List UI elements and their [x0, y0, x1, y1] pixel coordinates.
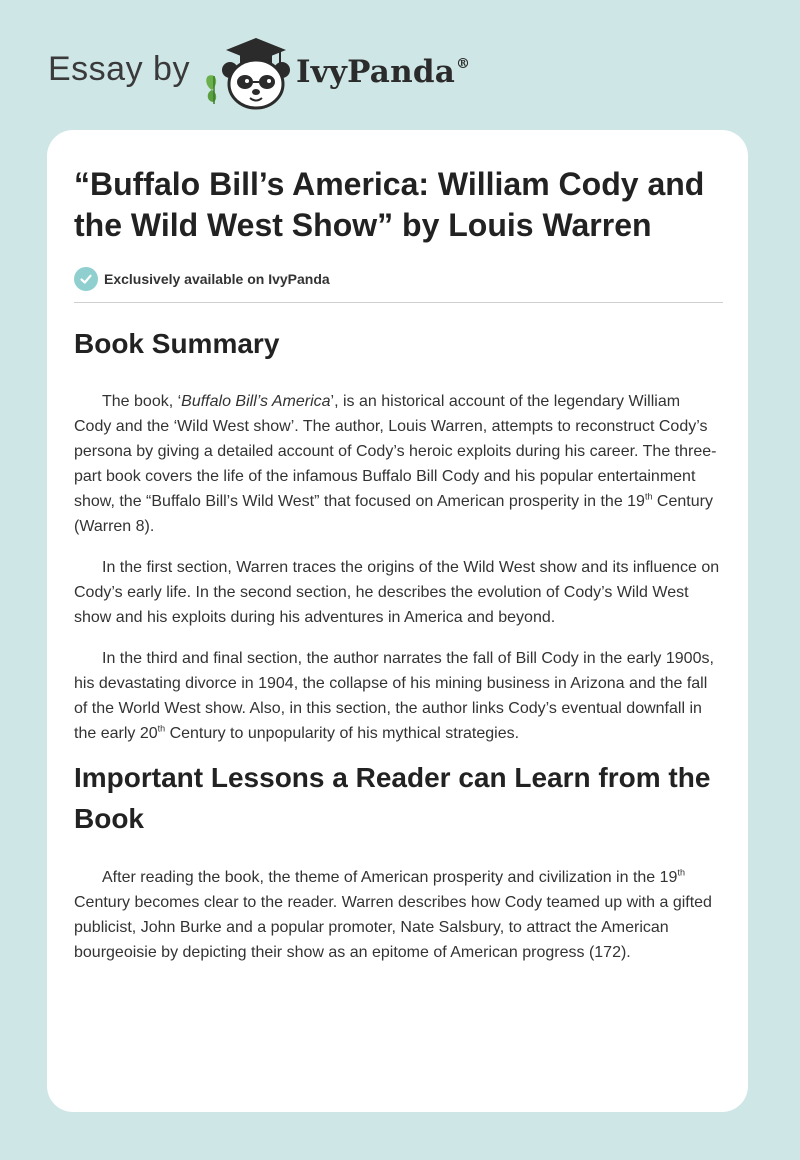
exclusive-badge-row — [74, 266, 721, 292]
essay-by-label: Essay by — [48, 50, 190, 88]
paragraph: The book, ‘Buffalo Bill’s America’, is an historical account of the legendary William Cody and the ‘Wild West show’. The author, Louis Warren, attempts to reconstruct Cody’s persona by giving a detailed account of Cody’s heroic exploits during his career. The three-part book covers the life of the infamous Buffalo Bill Cody and his popular entertainment show, the “Buffalo Bill’s Wild West” that focused on American prosperity in the 19th Century (Warren 8). — [74, 393, 717, 535]
panda-graduate-icon[interactable] — [200, 32, 292, 112]
article-card — [47, 130, 748, 1112]
divider — [74, 302, 723, 303]
section-heading-important-lessons: Important Lessons a Reader can Learn from the Book — [74, 762, 711, 834]
ivypanda-logo-text[interactable]: IvyPanda® — [296, 54, 471, 90]
paragraph: In the first section, Warren traces the origins of the Wild West show and its influence on Cody’s early life. In the second section, he describes the evolution of Cody’s Wild West show and his exploits during his adventures in America and beyond. — [74, 559, 720, 626]
exclusive-label: Exclusively available on IvyPanda — [104, 271, 330, 287]
paragraph: In the third and final section, the author narrates the fall of Bill Cody in the early 1900s, his devastating divorce in 1904, the collapse of his mining business in Arizona and the fall of the World West show. Also, in this section, the author links Cody’s eventual downfall in the early 20th Century to unpopularity of his mythical strategies. — [74, 650, 714, 742]
paragraph: After reading the book, the theme of American prosperity and civilization in the 19th Century becomes clear to the reader. Warren describes how Cody teamed up with a gifted publicist, John Burke and a popular promoter, Nate Salsbury, to attract the American bourgeoisie by depicting their show as an epitome of American progress (172). — [74, 867, 712, 961]
ivy-leaf-icon — [206, 75, 216, 104]
check-icon — [74, 267, 98, 291]
site-header — [0, 0, 800, 120]
section-heading-book-summary: Book Summary — [74, 328, 280, 359]
article-title: “Buffalo Bill’s America: William Cody and the Wild West Show” by Louis Warren — [74, 166, 705, 243]
